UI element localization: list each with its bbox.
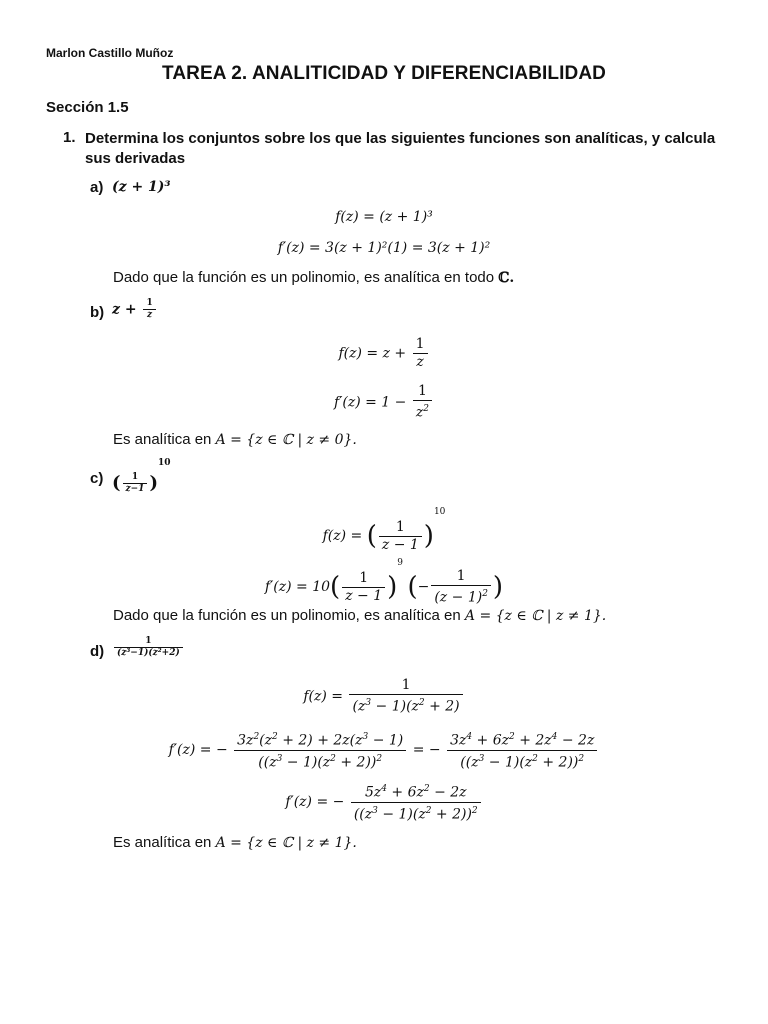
item-a-label: a)	[90, 179, 104, 196]
item-b-label: b)	[90, 304, 105, 321]
question-text: Determina los conjuntos sobre los que las siguientes funciones son analíticas, y calcula sus derivadas	[85, 130, 716, 167]
item-c-conclusion: Dado que la función es un polinomio, es analítica en A = {z ∈ ℂ | z ≠ 1}.	[113, 607, 607, 624]
author-name: Marlon Castillo Muñoz	[46, 46, 174, 60]
item-b-equation-1: f(z) = z + $\frac{1}{z}$	[0, 336, 768, 371]
item-c-equation-1: f(z) = ( $\frac{1}{z - 1}$ )$^{10}$	[322, 507, 446, 553]
item-d-equation-1: f(z) = $\frac{1}{(z^3 - 1)(z^2 + 2)}$	[0, 677, 768, 716]
item-b-conclusion: Es analítica en A = {z ∈ ℂ | z ≠ 0}.	[113, 431, 357, 448]
item-b-heading: z + $\frac{1}{z}$	[112, 298, 158, 321]
item-a-equation-1: f(z) = (z + 1)³	[335, 209, 433, 225]
item-a-heading: (z + 1)³	[112, 179, 171, 195]
item-d-conclusion: Es analítica en A = {z ∈ ℂ | z ≠ 1}.	[113, 834, 357, 851]
item-a-equation-2: f′(z) = 3(z + 1)²(1) = 3(z + 1)²	[277, 240, 491, 256]
item-d-equation-2: f′(z) = − $\frac{3z^2(z^2 + 2) + 2z(z^3 - 1)}{((z^3 - 1)(z^2 + 2))^2}$ = − $\frac{3z^4 + 6z^2 + 2z^4 - 2z}{((z^3 - 1)(z^2 + 2))^2}$	[0, 729, 768, 771]
item-b-equation-2: f′(z) = 1 − $\frac{1}{z^2}$	[0, 383, 768, 422]
item-c-label: c)	[90, 470, 104, 487]
item-d-heading: $\frac{1}{\text{(z³−1)(z²+2)}}$	[112, 636, 185, 659]
page-title: TAREA 2. ANALITICIDAD Y DIFERENCIABILIDAD	[162, 63, 606, 84]
item-c-equation-2: f′(z) = 10( $\frac{1}{z - 1}$ )$^9$ (− $\frac{1}{(z - 1)^2}$ )	[264, 558, 504, 606]
item-c-heading: ( $\frac{1}{z-1}$ )$^{10}$	[112, 458, 171, 494]
item-d-label: d)	[90, 643, 105, 660]
question-number: 1.	[63, 129, 76, 146]
item-d-equation-3: f′(z) = − $\frac{5z^4 + 6z^2 - 2z}{((z^3 - 1)(z^2 + 2))^2}$	[0, 781, 768, 823]
item-a-conclusion: Dado que la función es un polinomio, es analítica en todo ℂ.	[113, 269, 515, 286]
section-heading: Sección 1.5	[46, 99, 129, 116]
